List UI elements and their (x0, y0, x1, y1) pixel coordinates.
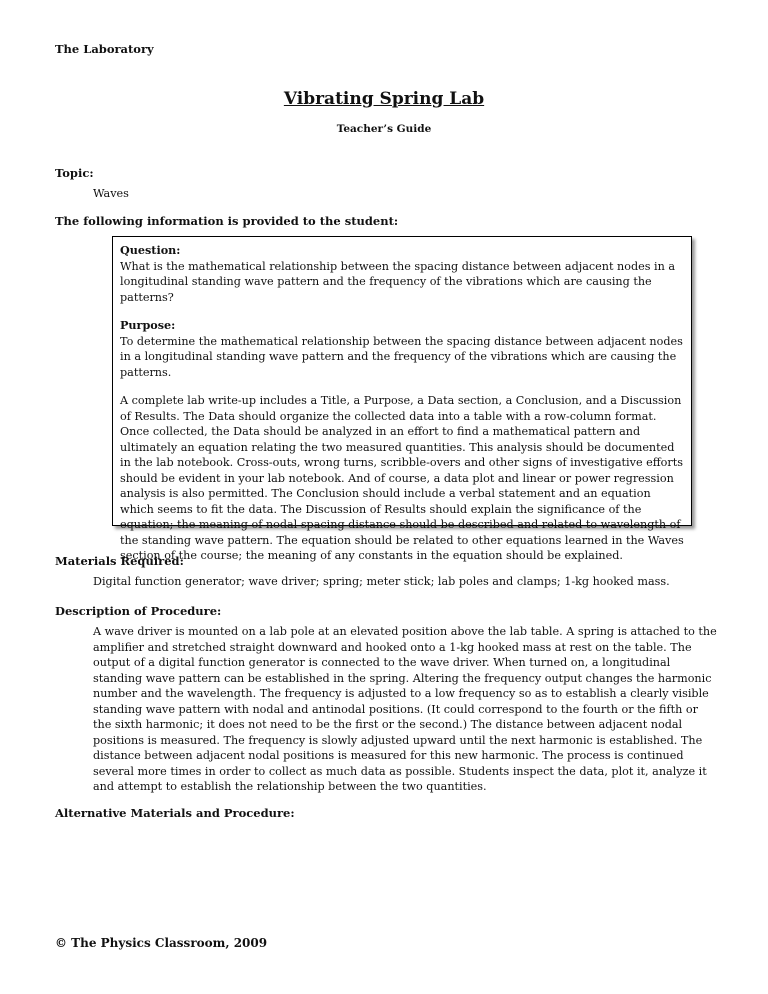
topic-heading: Topic: (55, 166, 94, 180)
document-subtitle: Teacher’s Guide (336, 123, 432, 135)
student-info-box (112, 236, 692, 562)
purpose-text: To determine the mathematical relationship between the spacing distance between adjacent nodes in a longitudinal standing wave pattern and the frequency of the vibrations which are causing the patterns. (120, 334, 683, 379)
procedure-text: A wave driver is mounted on a lab pole at an elevated position above the lab table. A spring is attached to the amplifier and stretched straight downward and hooked onto a 1-kg hooked mass at rest on the table. The output of a digital function generator is connected to the wave driver. When turned on, a longitudinal standing wave pattern can be established in the spring. Altering the frequency output changes the harmonic number and the wavelength. The frequency is adjusted to a low frequency so as to establish a clearly visible standing wave pattern with nodal and antinodal positions. (It could correspond to the fourth or the fifth or the sixth harmonic; it does not need to be the first or the second.) The distance between adjacent nodal positions is measured. The frequency is slowly adjusted upward until the next harmonic is established. The distance between adjacent nodal positions is measured for this new harmonic. The process is continued several more times in order to collect as much data as possible. Students inspect the data, plot it, analyze it and attempt to establish the relationship between the two quantities. (93, 625, 717, 793)
writeup-text: A complete lab write-up includes a Title, a Purpose, a Data section, a Conclusion, and a Discussion of Results. The Data should organize the collected data into a table with a row-column format. Once collected, the Data should be analyzed in an effort to find a mathematical pattern and ultimately an equation relating the two measured quantities. This analysis should be documented in the lab notebook. Cross-outs, wrong turns, scribble-overs and other signs of investigative efforts should be evident in your lab notebook. And of course, a data plot and linear or power regression analysis is also permitted. The Conclusion should include a verbal statement and an equation which seems to fit the data. The Discussion of Results should explain the significance of the equation; the meaning of nodal spacing distance should be described and related to wavelength of the standing wave pattern. The equation should be related to other equations learned in the Waves section of the course; the meaning of any constants in the equation should be explained. (120, 394, 684, 562)
question-text: What is the mathematical relationship between the spacing distance between adjacent nodes in a longitudinal standing wave pattern and the frequency of the vibrations which are causing the patterns? (120, 259, 676, 304)
question-block (120, 243, 684, 305)
topic-value: Waves (93, 187, 129, 200)
purpose-block (120, 318, 684, 380)
copyright-footer: © The Physics Classroom, 2009 (55, 936, 268, 950)
purpose-label: Purpose: (120, 318, 176, 332)
document-title: Vibrating Spring Lab (283, 89, 485, 109)
materials-text: Digital function generator; wave driver; spring; meter stick; lab poles and clamps; 1-kg hooked mass. (93, 575, 670, 588)
student-info-heading: The following information is provided to the student: (55, 214, 399, 228)
question-label: Question: (120, 243, 181, 257)
procedure-heading: Description of Procedure: (55, 604, 222, 618)
alternative-heading: Alternative Materials and Procedure: (55, 806, 295, 820)
running-head: The Laboratory (55, 42, 154, 56)
materials-heading: Materials Required: (55, 554, 184, 568)
